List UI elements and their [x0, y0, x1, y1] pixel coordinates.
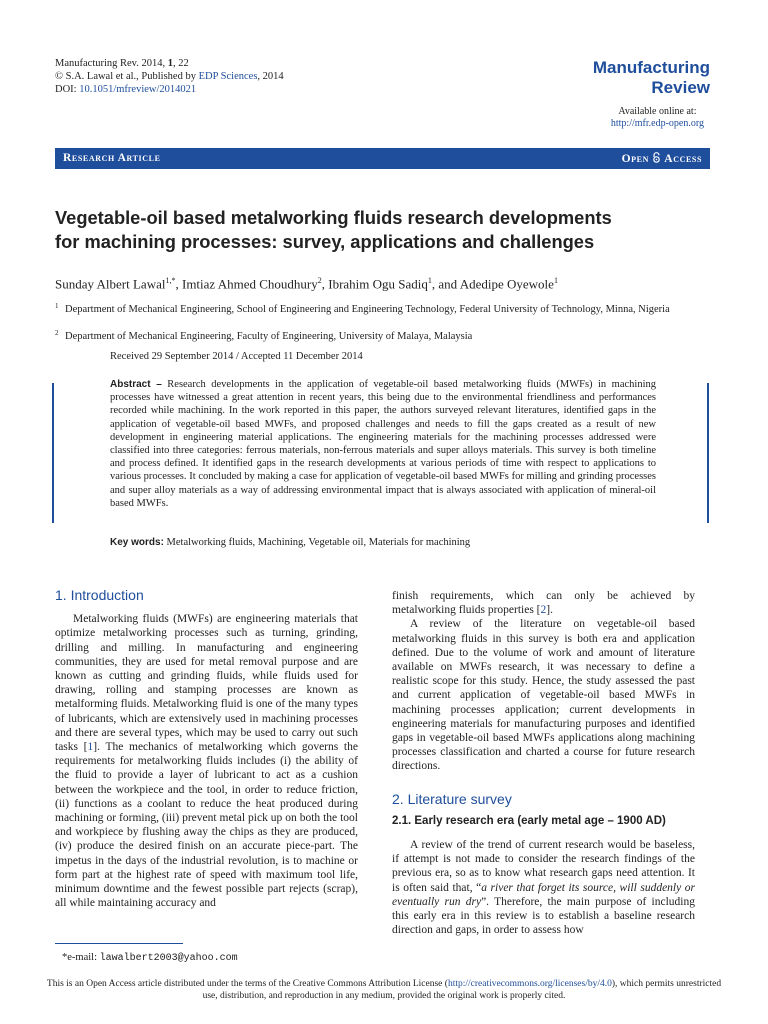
- intro-paragraph: [55, 612, 358, 910]
- journal-citation: [55, 57, 284, 96]
- early-era-text-a: A review of the trend of current research would be baseless, if attempt is not made to consider the research findings of the previous era, so as to know what research gaps need attention. It is often said that, “: [392, 839, 695, 894]
- footnote-rule: [55, 943, 183, 944]
- affiliation-1-number: 1: [55, 302, 59, 310]
- reference-link-1[interactable]: 1: [87, 741, 94, 754]
- journal-name-line2: Review: [651, 78, 710, 97]
- title-line1: Vegetable-oil based metalworking fluids research developments: [55, 207, 612, 228]
- abstract-text: Research developments in the application of vegetable-oil based metalworking fluids (MWFs) in machining processes have witnessed a great attention in recent years, this being due to the environmental friendliness and performances recorded while machining. In the work reported in this paper, the authors surveyed relevant literatures, identified gaps in the application of vegetable-oil based MWFs, and proposed challenges and needs to fill the gaps created as a result of new development in engineering material applications. The engineering materials for the machining processes addressed were classified into three categories: ferrous materials, non-ferrous materials and super alloys materials. This survey is both timeline and process defined. It identified gaps in the research developments at various periods of time with respect to applications to various processes. It concluded by making a case for application of vegetable-oil based MWFs for milling and grinding processes and super alloy materials as a way of addressing environmental impact that is always associated with application of mineral-oil based MWFs.: [110, 379, 657, 509]
- doi-link[interactable]: 10.1051/mfreview/2014021: [79, 84, 197, 95]
- journal-name-line1: Manufacturing: [592, 58, 710, 77]
- author-1: Sunday Albert Lawal: [55, 276, 166, 292]
- author-4: , and Adedipe Oyewole: [431, 276, 554, 292]
- intro-continuation: [392, 589, 695, 617]
- author-3-affil: 1: [427, 276, 432, 285]
- author-2-affil: 2: [317, 276, 322, 285]
- journal-name: [593, 58, 710, 98]
- available-label: Available online at:: [618, 106, 697, 117]
- abstract-right-rule: [707, 383, 709, 523]
- copyright-year: , 2014: [257, 71, 284, 82]
- copyright-text: © S.A. Lawal et al., Published by: [55, 71, 199, 82]
- title-line2: for machining processes: survey, applications and challenges: [55, 231, 595, 252]
- continuation-text-b: ].: [546, 604, 553, 617]
- doi-label: DOI:: [55, 84, 80, 95]
- affiliation-2-text: Department of Mechanical Engineering, Faculty of Engineering, University of Malaya, Malaysia: [65, 331, 473, 342]
- abstract-left-rule: [52, 383, 54, 523]
- early-era-paragraph: [392, 838, 695, 937]
- citation-text: Manufacturing Rev. 2014,: [55, 58, 168, 69]
- abstract-label: Abstract –: [110, 379, 162, 390]
- affiliation-1-text: Department of Mechanical Engineering, School of Engineering and Engineering Technology, Federal University of Technology, Minna, Nigeria: [65, 304, 670, 315]
- publisher-link[interactable]: EDP Sciences: [198, 71, 258, 82]
- section-2-heading: 2. Literature survey: [392, 790, 512, 807]
- affiliation-1: [55, 303, 715, 316]
- intro-text-a: Metalworking fluids (MWFs) are engineering materials that optimize metalworking processes such as turning, grinding, drilling and milling. In manufacturing and engineering communities, they are used for metal removal purpose and are known as cutting and grinding fluids, while fluids used for drawing, rolling and stamping processes are known as metalforming fluids. Metalworking fluid is one of the many types of lubricants, which are extensively used in machining processes and there are several types, which may be used to carry out such tasks [: [55, 613, 358, 754]
- open-access-word-open: Open: [621, 153, 649, 165]
- scope-paragraph: A review of the literature on vegetable-oil based metalworking fluids in this survey is both era and application defined. Due to the volume of work and amount of literature available on MWFs research, it was necessary to define a realistic scope for this study. Hence, the study assessed the past and current application of vegetable-oil based MWFs in machining processes application; current developments in engineering materials for manufacturing purposes and identified gaps in vegetable-oil based MWFs applications along machining processes classification and charted a course for future research directions.: [392, 618, 695, 773]
- journal-url-link[interactable]: http://mfr.edp-open.org: [610, 118, 704, 129]
- received-dates: Received 29 September 2014 / Accepted 11 December 2014: [110, 351, 363, 362]
- license-text-b: ), which permits unrestricted use, distribution, and reproduction in any medium, provided the original work is properly cited.: [202, 979, 722, 1001]
- license-notice: [40, 978, 728, 1002]
- author-2: , Imtiaz Ahmed Choudhury: [175, 276, 318, 292]
- corresponding-email: [62, 952, 238, 964]
- right-column: [392, 589, 695, 937]
- email-label: *e-mail:: [62, 952, 100, 963]
- reference-link-2[interactable]: 2: [540, 604, 547, 617]
- license-url-link[interactable]: http://creativecommons.org/licenses/by/4.0: [447, 979, 612, 989]
- intro-text-b: ]. The mechanics of metalworking which governs the requirements for metalworking fluids includes (i) the ability of the fluid to provide a layer of lubricant to act as a cushion between the workpiece and the tool, in order to reduce friction, (ii) functions as a coolant to reduce the heat produced during machining or forming, (iii) prevent metal pick up on both the tool and workpiece by flushing away the chips as they are produced, (iv) produce the desired finish on an accurate piece-part. The impetus in the days of the industrial revolution, is to machine or form part at the highest rate of speed with maximum tool life, minimum downtime and the fewest possible part rejects (scrap), all while maintaining accuracy and: [55, 741, 358, 910]
- citation-tail: , 22: [173, 58, 189, 69]
- article-type-label: Research Article: [63, 152, 161, 164]
- left-column: [55, 588, 358, 910]
- subsection-2-1-heading: 2.1. Early research era (early metal age – 1900 AD): [392, 814, 666, 827]
- open-access-label: [622, 152, 702, 165]
- keywords-text: Metalworking fluids, Machining, Vegetable oil, Materials for machining: [163, 537, 471, 548]
- affiliation-2-number: 2: [55, 329, 59, 337]
- author-1-affil: 1,*: [165, 276, 176, 285]
- open-access-lock-icon: [652, 152, 661, 163]
- license-text-a: This is an Open Access article distributed under the terms of the Creative Commons Attribution License (: [46, 979, 448, 989]
- author-4-affil: 1: [553, 276, 558, 285]
- author-3: , Ibrahim Ogu Sadiq: [321, 276, 428, 292]
- continuation-text-a: finish requirements, which can only be achieved by metalworking fluids properties [: [392, 590, 695, 617]
- open-access-word-access: Access: [664, 153, 702, 165]
- availability: [611, 106, 704, 130]
- abstract: [110, 378, 656, 510]
- article-type-banner: [55, 148, 710, 169]
- section-1-heading: 1. Introduction: [55, 587, 144, 603]
- affiliation-2: [55, 330, 715, 343]
- keywords: [110, 537, 470, 548]
- early-era-text-b: ”. Therefore, the main purpose of including this early era in this review is to establish a baseline research direction and gaps, in order to assess how: [392, 895, 695, 937]
- article-title: [55, 206, 715, 254]
- keywords-label: Key words:: [110, 537, 164, 548]
- early-era-quote: a river that forget its source, will suddenly or eventually run dry: [392, 881, 695, 908]
- citation-volume: 1: [167, 58, 174, 69]
- author-list: [55, 273, 558, 292]
- email-address: lawalbert2003@yahoo.com: [99, 953, 238, 964]
